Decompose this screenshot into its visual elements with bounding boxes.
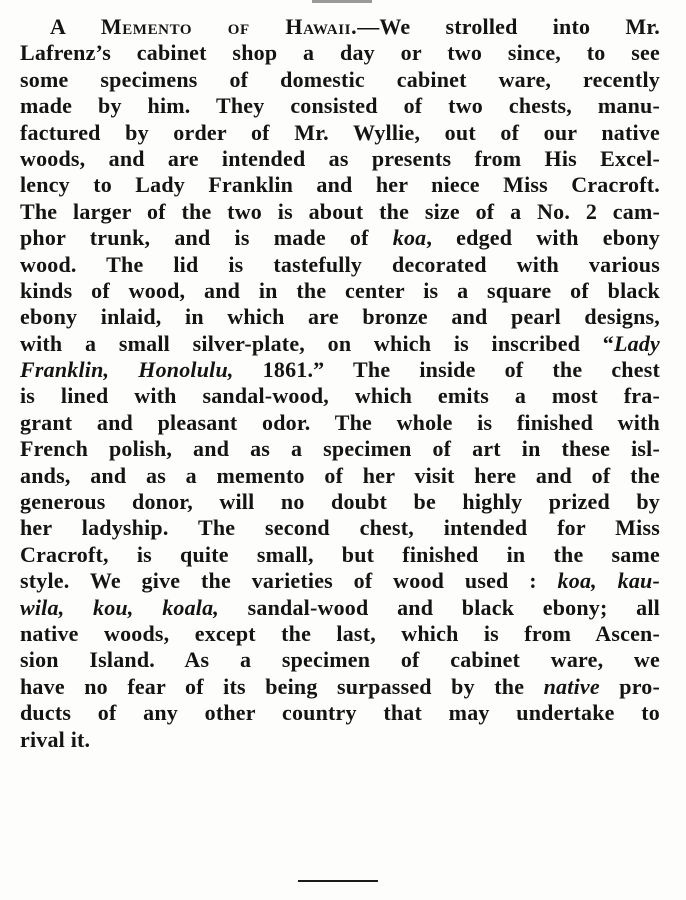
article-line	[20, 647, 660, 673]
article-line	[20, 67, 660, 93]
article-text: ducts of any other country that may undertake to	[20, 700, 660, 726]
article-line	[20, 278, 660, 304]
article-text: lency to Lady Franklin and her niece Miss Cracroft.	[20, 172, 660, 198]
article-line	[20, 463, 660, 489]
article-text: some specimens of domestic cabinet ware, recently	[20, 66, 660, 92]
article-line	[20, 331, 660, 357]
article-line	[20, 93, 660, 119]
article-text: woods, and are intended as presents from His Excel-	[20, 145, 660, 171]
article-line	[20, 674, 660, 700]
article-line	[20, 146, 660, 172]
article-text: native woods, except the last, which is from Ascen-	[20, 620, 660, 646]
italic-text: wila, kou, koala,	[20, 594, 220, 620]
article-column	[20, 14, 660, 753]
article-text: 1861.” The inside of the chest	[233, 357, 660, 383]
article-line	[20, 489, 660, 515]
article-line	[20, 700, 660, 726]
article-line	[20, 542, 660, 568]
article-text: The larger of the two is about the size of a No. 2 cam-	[20, 198, 660, 224]
italic-text: Lady	[613, 330, 660, 356]
article-text: sandal-wood and black ebony; all	[219, 594, 660, 620]
article-text: factured by order of Mr. Wyllie, out of our native	[20, 119, 660, 145]
article-text: French polish, and as a specimen of art in these isl-	[20, 436, 660, 462]
article-line	[20, 40, 660, 66]
article-text: wood. The lid is tastefully decorated with various	[20, 251, 660, 277]
article-text: , edged with ebony	[426, 225, 660, 251]
article-line	[20, 120, 660, 146]
article-line	[20, 304, 660, 330]
article-line	[20, 172, 660, 198]
italic-text: Franklin, Honolulu,	[20, 357, 234, 383]
article-text: —We strolled into Mr.	[357, 14, 660, 39]
article-headline: A Memento of Hawaii.	[50, 14, 358, 39]
article-text: sion Island. As a specimen of cabinet ware, we	[20, 647, 660, 673]
article-line	[20, 410, 660, 436]
article-line	[20, 383, 660, 409]
article-text: rival it.	[20, 726, 91, 752]
article-text: her ladyship. The second chest, intended for Miss	[20, 515, 660, 541]
article-line	[20, 595, 660, 621]
top-rule-fragment	[312, 0, 372, 3]
italic-text: native	[543, 673, 600, 699]
article-line	[20, 727, 660, 753]
article-text: ebony inlaid, in which are bronze and pearl designs,	[20, 304, 660, 330]
article-text: Lafrenz’s cabinet shop a day or two since, to see	[20, 40, 660, 66]
article-text: is lined with sandal-wood, which emits a most fra-	[20, 383, 660, 409]
italic-text: koa	[392, 225, 427, 251]
article-text: Cracroft, is quite small, but finished in the same	[20, 541, 660, 567]
article-text: made by him. They consisted of two chests, manu-	[20, 93, 660, 119]
article-text: pro-	[599, 673, 660, 699]
article-line	[20, 14, 660, 40]
article-text: have no fear of its being surpassed by the	[20, 673, 544, 699]
article-line	[20, 357, 660, 383]
article-line	[20, 568, 660, 594]
article-text: kinds of wood, and in the center is a square of black	[20, 277, 660, 303]
article-line	[20, 621, 660, 647]
article-text: with a small silver-plate, on which is inscribed “	[20, 330, 614, 356]
end-rule	[298, 880, 378, 882]
article-line	[20, 225, 660, 251]
article-text: style. We give the varieties of wood used :	[20, 568, 558, 594]
article-text: phor trunk, and is made of	[20, 225, 393, 251]
article-text: ands, and as a memento of her visit here and of the	[20, 462, 660, 488]
article-line	[20, 199, 660, 225]
article-line	[20, 252, 660, 278]
article-line	[20, 436, 660, 462]
article-text: generous donor, will no doubt be highly prized by	[20, 489, 660, 515]
article-text: grant and pleasant odor. The whole is finished with	[20, 409, 660, 435]
article-line	[20, 515, 660, 541]
article-line-text	[357, 14, 660, 39]
italic-text: koa, kau-	[557, 568, 660, 594]
